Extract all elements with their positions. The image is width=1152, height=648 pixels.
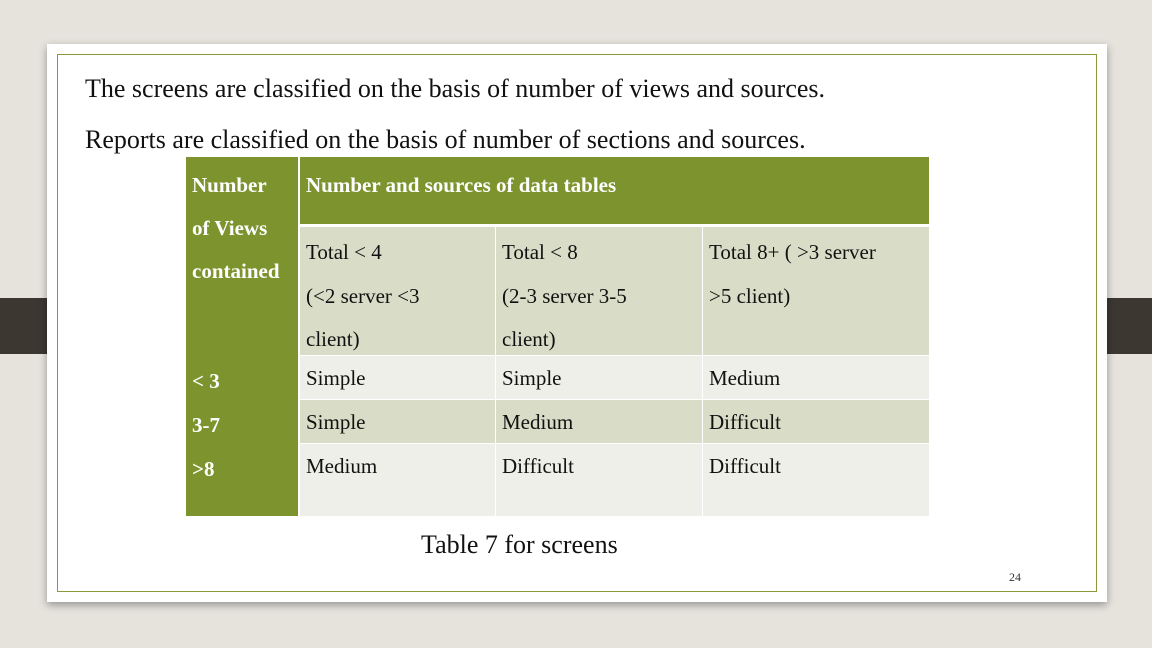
table-cell (300, 356, 495, 399)
column-header-cell (703, 227, 929, 355)
cell-value: Simple (306, 410, 366, 434)
column-header-line: Total < 4 (306, 240, 382, 264)
views-header-cell (186, 157, 298, 516)
column-header-line: (<2 server <3 (306, 284, 420, 308)
views-header-line: of Views (192, 216, 268, 240)
cell-value: Difficult (709, 410, 781, 434)
cell-value: Difficult (709, 454, 781, 478)
page-number: 24 (1009, 570, 1021, 584)
intro-text-screens: The screens are classified on the basis of number of views and sources. (85, 74, 826, 103)
row-label: >8 (192, 457, 215, 481)
row-label: < 3 (192, 369, 220, 393)
column-header-cell (300, 227, 495, 355)
row-label: 3-7 (192, 413, 220, 437)
table-cell (496, 444, 702, 516)
cell-value: Simple (502, 366, 562, 390)
column-header-line: (2-3 server 3-5 (502, 284, 627, 308)
slide (47, 44, 1107, 602)
views-header-line: Number (192, 173, 267, 197)
cell-value: Medium (306, 454, 378, 478)
data-tables-header-text: Number and sources of data tables (306, 173, 617, 197)
table-cell (496, 356, 702, 399)
views-header-line: contained (192, 259, 280, 283)
table-cell (703, 356, 929, 399)
table-cell (703, 444, 929, 516)
cell-value: Simple (306, 366, 366, 390)
column-header-cell (496, 227, 702, 355)
column-header-line: client) (306, 327, 360, 351)
table-cell (300, 400, 495, 443)
data-tables-header-cell (300, 157, 929, 224)
column-header-line: >5 client) (709, 284, 791, 308)
table-cell (703, 400, 929, 443)
cell-value: Difficult (502, 454, 574, 478)
column-header-line: Total < 8 (502, 240, 578, 264)
table-cell (496, 400, 702, 443)
cell-value: Medium (502, 410, 574, 434)
table-caption: Table 7 for screens (421, 530, 618, 559)
intro-text-reports: Reports are classified on the basis of number of sections and sources. (85, 125, 806, 154)
column-header-line: Total 8+ ( >3 server (709, 240, 876, 264)
column-header-line: client) (502, 327, 556, 351)
table-cell (300, 444, 495, 516)
cell-value: Medium (709, 366, 781, 390)
